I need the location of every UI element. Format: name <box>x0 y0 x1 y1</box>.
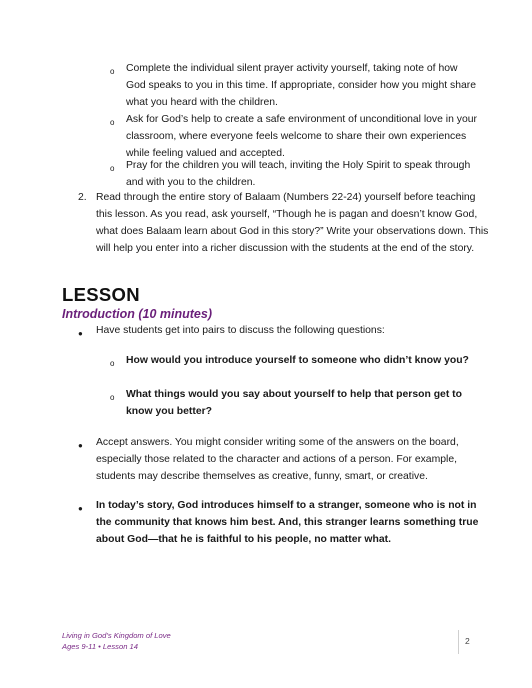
sub-bullet-marker: o <box>110 164 115 173</box>
footer-divider <box>458 630 459 654</box>
page-number: 2 <box>465 636 470 646</box>
list-number: 2. <box>78 192 87 203</box>
footer-title: Living in God’s Kingdom of Love <box>62 631 171 640</box>
sub-bullet-marker: o <box>110 359 115 368</box>
sub-bullet-marker: o <box>110 67 115 76</box>
page-footer <box>62 630 171 652</box>
bullet-marker: ● <box>78 441 83 450</box>
footer-subtitle: Ages 9-11 • Lesson 14 <box>62 642 138 651</box>
prep-sub-item-3: Pray for the children you will teach, inviting the Holy Spirit to speak through and with you to the children. <box>126 160 471 188</box>
bullet-marker: ● <box>78 504 83 513</box>
bullet-marker: ● <box>78 329 83 338</box>
question-1: How would you introduce yourself to someone who didn’t know you? <box>126 355 469 366</box>
section-heading: LESSON <box>62 284 140 305</box>
sub-bullet-marker: o <box>110 118 115 127</box>
prep-sub-item-2: Ask for God’s help to create a safe environment of unconditional love in your classroom, where everyone feels welcome to share their own experiences while feeling valued and accepted. <box>126 114 477 159</box>
prep-item-2: Read through the entire story of Balaam (Numbers 22-24) yourself before teaching this lesson. As you read, ask yourself, “Though he is pagan and doesn’t know God, what does Balaam learn about God in this story?” Write your observations down. This will help you enter into a richer discussion with the students at the end of the story. <box>96 192 489 254</box>
lesson-bullet-3: In today’s story, God introduces himself to a stranger, someone who is not in the community that knows him best. And, this stranger learns something true about God—that he is faithful to his people, no matter what. <box>96 500 479 545</box>
lesson-bullet-2: Accept answers. You might consider writing some of the answers on the board, especially those related to the character and actions of a person. For example, students may describe themselves as creative, funny, smart, or creative. <box>96 437 459 482</box>
sub-bullet-marker: o <box>110 393 115 402</box>
prep-sub-item-1: Complete the individual silent prayer activity yourself, taking note of how God speaks to you in this time. If appropriate, consider how you might share what you heard with the children. <box>126 63 476 108</box>
intro-heading: Introduction (10 minutes) <box>62 307 212 321</box>
lesson-bullet-1: Have students get into pairs to discuss the following questions: <box>96 325 385 336</box>
question-2: What things would you say about yourself to help that person get to know you better? <box>126 389 462 417</box>
